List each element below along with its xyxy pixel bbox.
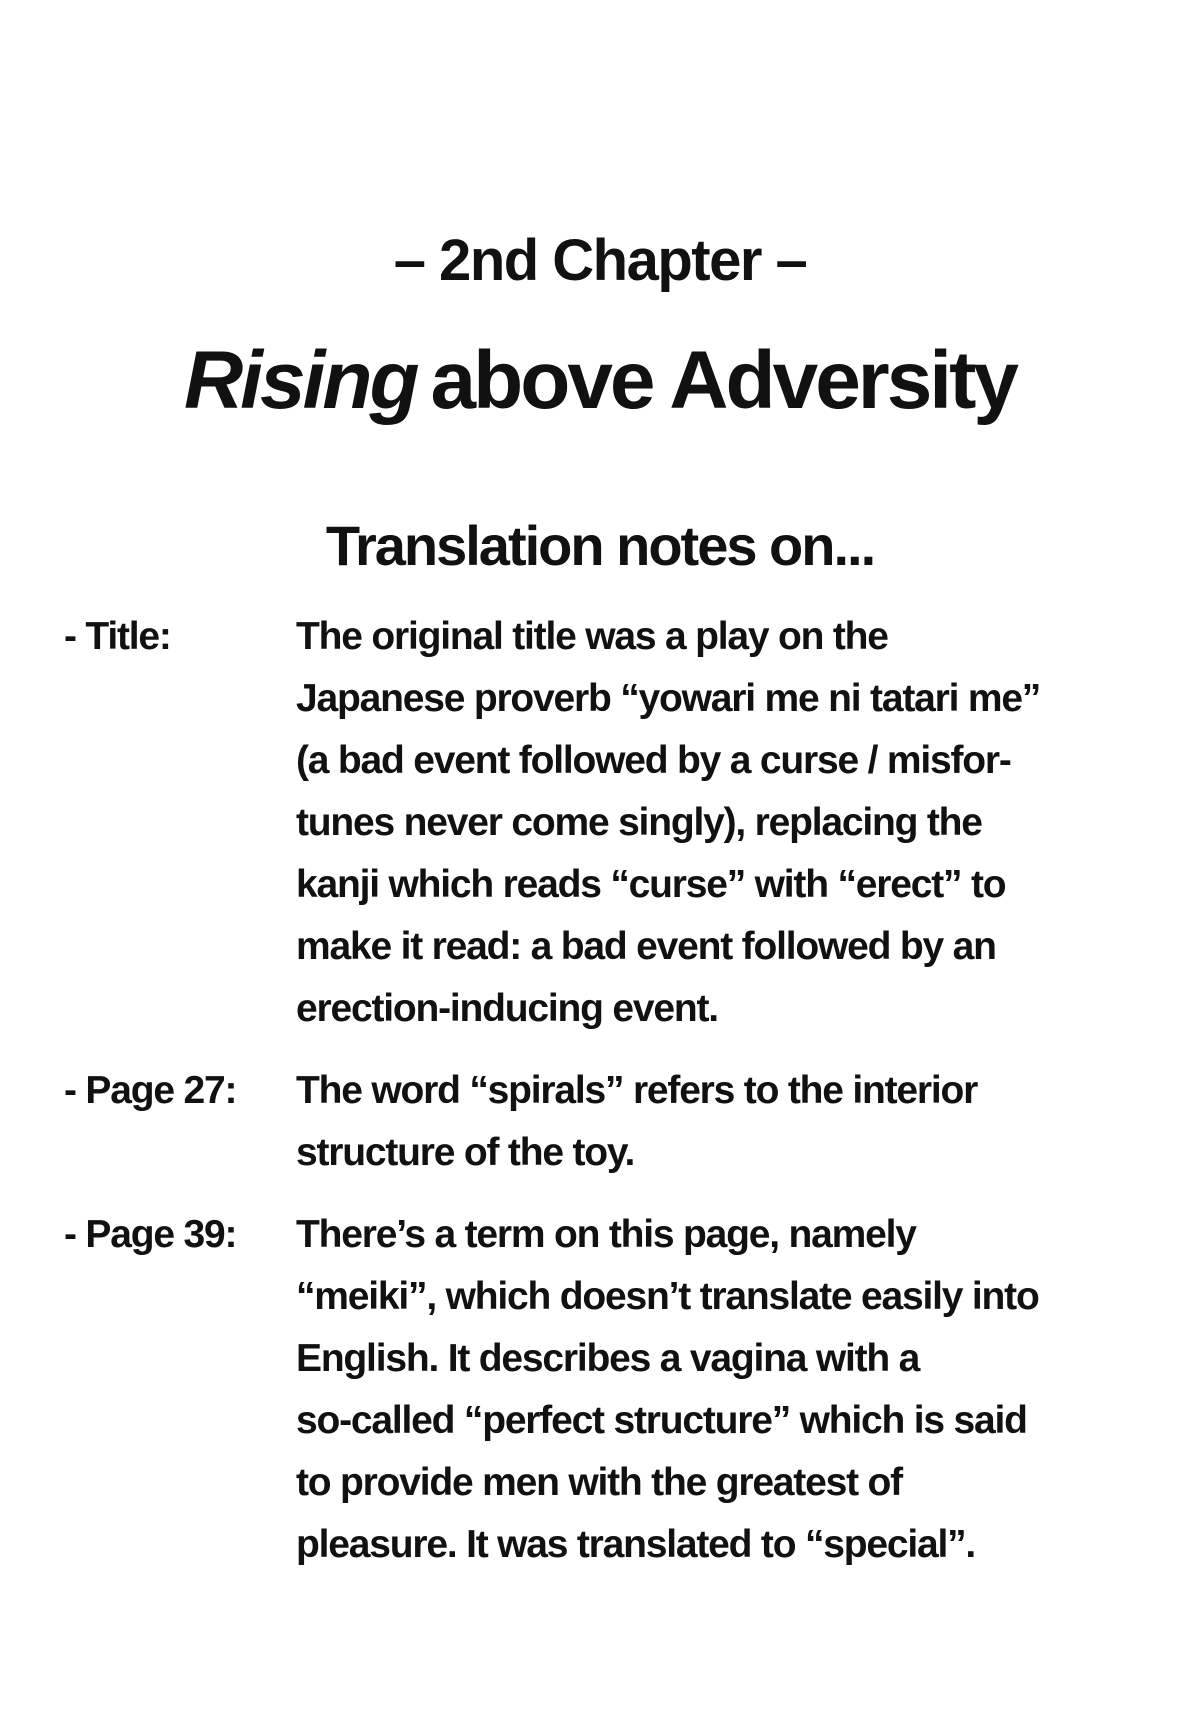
- note-line: “meiki”, which doesn’t translate easily into: [296, 1275, 1039, 1318]
- note-line: Japanese proverb “yowari me ni tatari me”: [296, 677, 1041, 720]
- note-page-27: [64, 1060, 1144, 1184]
- note-line: erection-inducing event.: [296, 987, 718, 1030]
- chapter-title-italic: Rising: [183, 335, 417, 426]
- note-page-39: [64, 1204, 1144, 1576]
- note-line: so-called “perfect structure” which is said: [296, 1399, 1027, 1442]
- note-title: [64, 606, 1144, 1040]
- note-line: (a bad event followed by a curse / misfor-: [296, 739, 1011, 782]
- note-line: There’s a term on this page, namely: [296, 1213, 916, 1256]
- note-line: English. It describes a vagina with a: [296, 1337, 920, 1380]
- note-line: to provide men with the greatest of: [296, 1461, 902, 1504]
- note-label: - Title:: [64, 615, 171, 658]
- translation-notes: [64, 606, 1144, 1576]
- chapter-label: – 2nd Chapter –: [393, 228, 807, 293]
- note-line: pleasure. It was translated to “special”.: [296, 1523, 976, 1566]
- notes-heading: Translation notes on...: [325, 514, 875, 577]
- note-line: The word “spirals” refers to the interior: [296, 1069, 978, 1112]
- note-line: kanji which reads “curse” with “erect” to: [296, 863, 1006, 906]
- chapter-title-rest: above Adversity: [430, 335, 1017, 426]
- note-label: - Page 27:: [64, 1069, 237, 1112]
- note-line: The original title was a play on the: [296, 615, 888, 658]
- note-text: [296, 606, 1144, 1040]
- note-text: [296, 1204, 1144, 1576]
- note-text: [296, 1060, 1144, 1184]
- chapter-title: [0, 335, 1200, 426]
- note-line: tunes never come singly), replacing the: [296, 801, 982, 844]
- note-label: - Page 39:: [64, 1213, 237, 1256]
- note-line: structure of the toy.: [296, 1131, 635, 1174]
- note-line: make it read: a bad event followed by an: [296, 925, 996, 968]
